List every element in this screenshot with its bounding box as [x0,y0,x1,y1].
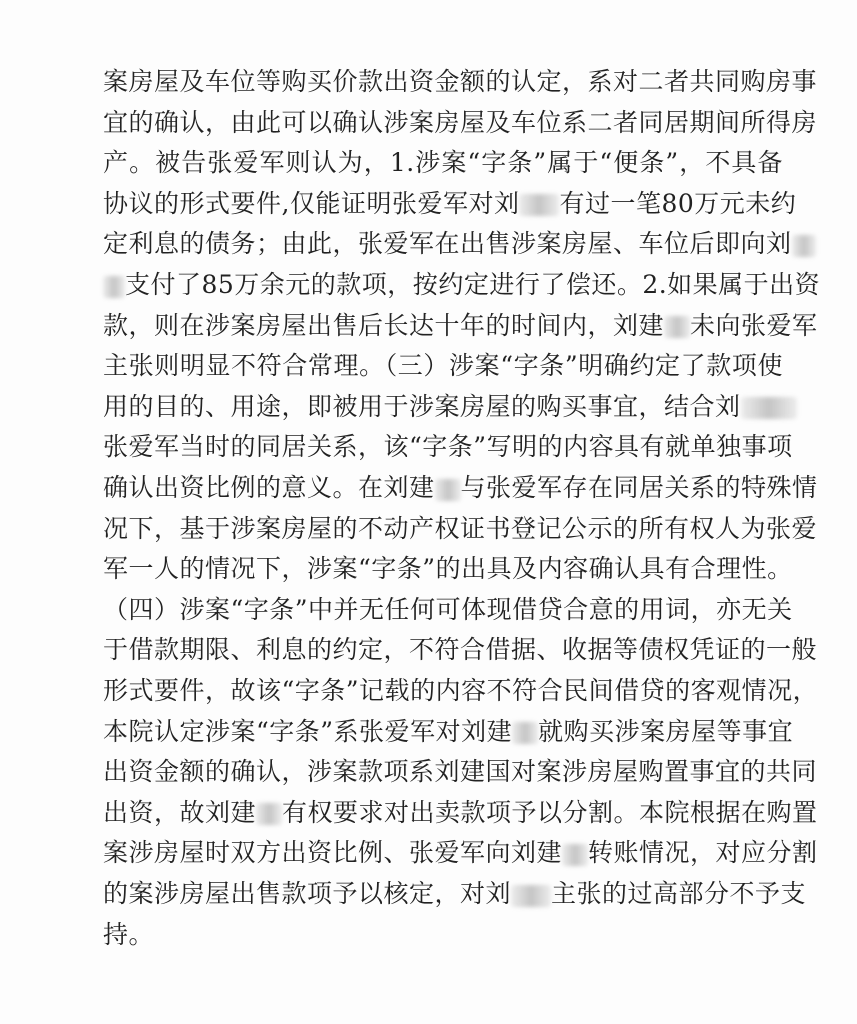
text-line [103,62,818,102]
text-line [103,143,783,183]
text-segment: 未向张爱军 [690,310,818,340]
text-line [103,590,793,630]
redacted-name-blur [664,316,690,338]
text-line [103,427,793,467]
text-line [103,671,819,711]
text-line [103,712,794,752]
text-segment: 协议的形式要件,仅能证明张爱军对刘 [103,188,520,218]
text-segment: 形式要件，故该“字条”记载的内容不符合民间借贷的客观情况， [103,676,819,705]
text-segment: 出资，故刘建 [103,797,257,827]
text-segment: 确认出资比例的意义。在刘建 [103,473,435,502]
text-line [103,184,797,224]
text-line [103,549,793,589]
text-segment: 的案涉房屋出售款项予以核定，对刘 [103,879,512,908]
text-segment: 主张则明显不符合常理。（三）涉案“字条”明确约定了款项使 [103,351,783,381]
text-line [103,874,807,914]
text-segment: 军一人的情况下，涉案“字条”的出具及内容确认具有合理性。 [103,554,793,584]
text-segment: 就购买涉案房屋等事宜 [538,716,794,746]
text-segment: 案涉房屋时双方出资比例、张爱军向刘建 [103,838,563,868]
text-line [103,630,818,670]
text-segment: 本院认定涉案“字条”系张爱军对刘建 [103,716,513,746]
text-line [103,346,783,386]
text-line [103,915,783,955]
redacted-name-blur [792,235,816,257]
text-line [103,793,818,833]
text-segment: 有权要求对出卖款项予以分割。本院根据在购置 [282,797,818,827]
text-line [103,833,818,873]
redacted-name-blur [103,276,125,298]
text-segment: 转账情况，对应分割 [588,838,818,868]
text-segment: 于借款期限、利息的约定，不符合借据、收据等债权凭证的一般 [103,635,818,665]
text-segment: （四）涉案“字条”中并无任何可体现借贷合意的用词，亦无关 [103,594,793,624]
text-segment: 支付了85万余元的款项，按约定进行了偿还。2.如果属于出资 [125,270,821,299]
redacted-name-blur [741,397,797,419]
text-segment: 用的目的、用途，即被用于涉案房屋的购买事宜，结合刘 [103,391,741,421]
redacted-name-blur [435,479,461,501]
text-segment: 张爱军当时的同居关系，该“字条”写明的内容具有就单独事项 [103,432,793,462]
redacted-name-blur [562,844,588,866]
text-line [103,752,818,792]
redacted-name-blur [256,803,282,825]
text-segment: 主张的过高部分不予支 [551,879,807,908]
text-segment: 况下，基于涉案房屋的不动产权证书登记公示的所有权人为张爱 [103,513,818,543]
redacted-name-blur [519,194,559,216]
text-segment: 定利息的债务；由此，张爱军在出售涉案房屋、车位后即向刘 [103,229,792,259]
text-line [103,387,783,427]
redacted-name-blur [511,885,551,907]
text-segment: 宜的确认，由此可以确认涉案房屋及车位系二者同居期间所得房 [103,107,818,137]
text-segment: 持。 [103,919,155,949]
redacted-name-blur [512,722,538,744]
text-line [103,265,821,305]
text-segment: 有过一笔80万元未约 [559,188,797,218]
text-segment: 出资金额的确认，涉案款项系刘建国对案涉房屋购置事宜的共同 [103,757,818,787]
text-line [103,509,818,549]
text-segment: 款，则在涉案房屋出售后长达十年的时间内，刘建 [103,310,665,340]
text-segment: 案房屋及车位等购买价款出资金额的认定，系对二者共同购房事 [103,67,818,96]
text-segment: 产。被告张爱军则认为，1.涉案“字条”属于“便条”，不具备 [103,148,783,178]
text-line [103,468,818,508]
text-segment: 与张爱军存在同居关系的特殊情 [460,473,818,502]
text-line [103,103,818,143]
text-line [103,224,792,264]
text-line [103,306,818,346]
